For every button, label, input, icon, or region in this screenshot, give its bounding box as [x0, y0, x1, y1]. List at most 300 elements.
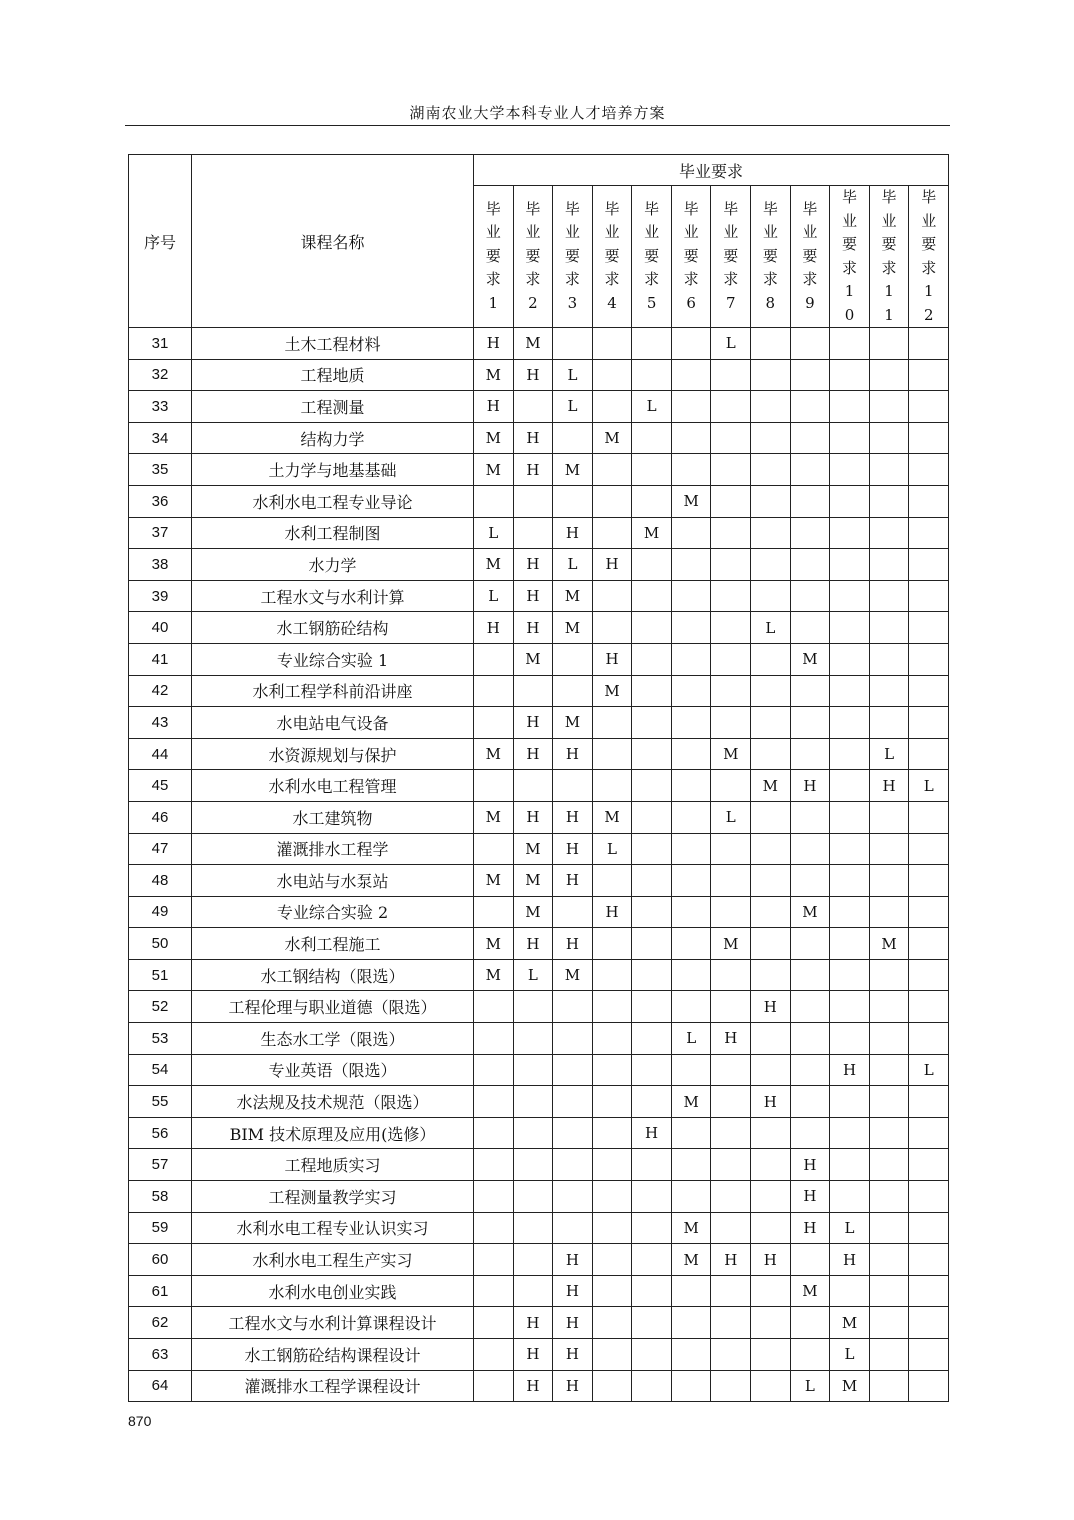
support-level-cell — [790, 422, 830, 454]
support-level-cell: H — [592, 643, 632, 675]
requirements-group-header: 毕业要求 — [474, 155, 949, 186]
course-name: 水资源规划与保护 — [192, 738, 474, 770]
course-name: 土木工程材料 — [192, 328, 474, 360]
support-level-cell — [869, 612, 909, 644]
support-level-cell — [474, 707, 514, 739]
support-level-cell: M — [513, 896, 553, 928]
support-level-cell — [790, 391, 830, 423]
row-index: 62 — [129, 1307, 192, 1339]
support-level-cell: L — [671, 1023, 711, 1055]
support-level-cell: H — [592, 549, 632, 581]
requirement-header-9 — [790, 186, 830, 328]
support-level-cell: H — [474, 391, 514, 423]
support-level-cell: M — [592, 801, 632, 833]
support-level-cell: L — [790, 1370, 830, 1402]
support-level-cell — [909, 1339, 949, 1371]
row-index: 38 — [129, 549, 192, 581]
support-level-cell — [671, 549, 711, 581]
support-level-cell — [632, 1054, 672, 1086]
support-level-cell: M — [790, 896, 830, 928]
support-level-cell — [553, 1023, 593, 1055]
support-level-cell — [751, 1370, 791, 1402]
table-row — [129, 391, 949, 423]
support-level-cell — [830, 1149, 870, 1181]
support-level-cell — [869, 454, 909, 486]
support-level-cell: H — [553, 1307, 593, 1339]
support-level-cell: H — [553, 865, 593, 897]
support-level-cell — [592, 359, 632, 391]
support-level-cell — [632, 643, 672, 675]
support-level-cell — [632, 485, 672, 517]
support-level-cell — [632, 454, 672, 486]
requirement-header-3 — [553, 186, 593, 328]
support-level-cell — [790, 328, 830, 360]
support-level-cell — [751, 422, 791, 454]
support-level-cell — [632, 549, 672, 581]
support-level-cell — [869, 1339, 909, 1371]
support-level-cell — [592, 1023, 632, 1055]
support-level-cell — [909, 454, 949, 486]
support-level-cell — [790, 359, 830, 391]
row-index: 58 — [129, 1181, 192, 1213]
support-level-cell — [671, 675, 711, 707]
support-level-cell — [671, 1149, 711, 1181]
support-level-cell — [751, 833, 791, 865]
support-level-cell — [869, 391, 909, 423]
course-name: 水工建筑物 — [192, 801, 474, 833]
support-level-cell: H — [790, 1149, 830, 1181]
support-level-cell — [830, 454, 870, 486]
row-index: 48 — [129, 865, 192, 897]
support-level-cell: H — [513, 580, 553, 612]
support-level-cell — [790, 959, 830, 991]
support-level-cell — [909, 1275, 949, 1307]
support-level-cell — [632, 1023, 672, 1055]
matrix-body — [129, 328, 949, 1402]
support-level-cell: H — [513, 359, 553, 391]
support-level-cell — [830, 865, 870, 897]
course-name: 专业英语（限选） — [192, 1054, 474, 1086]
support-level-cell: M — [474, 454, 514, 486]
support-level-cell: H — [474, 328, 514, 360]
support-level-cell — [671, 1181, 711, 1213]
course-name: 工程地质实习 — [192, 1149, 474, 1181]
course-name: 水电站电气设备 — [192, 707, 474, 739]
support-level-cell — [909, 991, 949, 1023]
support-level-cell — [671, 1117, 711, 1149]
support-level-cell — [671, 580, 711, 612]
support-level-cell — [474, 896, 514, 928]
support-level-cell — [869, 1181, 909, 1213]
support-level-cell — [909, 1307, 949, 1339]
support-level-cell — [592, 1086, 632, 1118]
course-name: 水法规及技术规范（限选） — [192, 1086, 474, 1118]
row-index: 42 — [129, 675, 192, 707]
support-level-cell: M — [553, 454, 593, 486]
table-row — [129, 1023, 949, 1055]
table-row — [129, 328, 949, 360]
support-level-cell — [513, 1054, 553, 1086]
support-level-cell — [474, 1339, 514, 1371]
row-index: 34 — [129, 422, 192, 454]
row-index: 43 — [129, 707, 192, 739]
support-level-cell: L — [632, 391, 672, 423]
row-index: 40 — [129, 612, 192, 644]
requirement-header-label: 毕业要求10 — [841, 188, 857, 324]
support-level-cell — [592, 1212, 632, 1244]
course-name: 水利水电工程生产实习 — [192, 1244, 474, 1276]
table-row — [129, 643, 949, 675]
support-level-cell — [751, 359, 791, 391]
support-level-cell — [632, 328, 672, 360]
row-index: 52 — [129, 991, 192, 1023]
support-level-cell — [751, 707, 791, 739]
support-level-cell — [830, 580, 870, 612]
support-level-cell — [711, 517, 751, 549]
support-level-cell: L — [474, 580, 514, 612]
support-level-cell — [474, 1181, 514, 1213]
support-level-cell — [790, 801, 830, 833]
support-level-cell — [790, 1054, 830, 1086]
requirement-header-label: 毕业要求9 — [802, 199, 818, 312]
requirement-header-8 — [751, 186, 791, 328]
support-level-cell — [553, 485, 593, 517]
requirement-header-2 — [513, 186, 553, 328]
table-row — [129, 359, 949, 391]
support-level-cell — [671, 612, 711, 644]
table-row — [129, 612, 949, 644]
support-level-cell: M — [474, 801, 514, 833]
row-index: 50 — [129, 928, 192, 960]
table-row — [129, 549, 949, 581]
row-index: 33 — [129, 391, 192, 423]
support-level-cell: H — [513, 801, 553, 833]
support-level-cell: H — [790, 770, 830, 802]
support-level-cell — [790, 991, 830, 1023]
support-level-cell: M — [711, 928, 751, 960]
support-level-cell — [671, 896, 711, 928]
support-level-cell — [711, 422, 751, 454]
support-level-cell — [790, 454, 830, 486]
support-level-cell — [474, 1086, 514, 1118]
support-level-cell — [869, 517, 909, 549]
support-level-cell: H — [869, 770, 909, 802]
support-level-cell — [869, 801, 909, 833]
support-level-cell — [790, 485, 830, 517]
row-index: 46 — [129, 801, 192, 833]
support-level-cell — [869, 959, 909, 991]
support-level-cell — [830, 801, 870, 833]
requirement-header-10 — [830, 186, 870, 328]
row-index: 45 — [129, 770, 192, 802]
course-name: 水利工程学科前沿讲座 — [192, 675, 474, 707]
support-level-cell — [711, 865, 751, 897]
support-level-cell — [909, 359, 949, 391]
support-level-cell — [711, 1181, 751, 1213]
support-level-cell: M — [513, 833, 553, 865]
support-level-cell — [592, 1339, 632, 1371]
support-level-cell — [869, 991, 909, 1023]
support-level-cell — [474, 485, 514, 517]
support-level-cell — [869, 1307, 909, 1339]
support-level-cell — [632, 707, 672, 739]
support-level-cell — [553, 1054, 593, 1086]
support-level-cell: H — [553, 1339, 593, 1371]
course-name: 工程地质 — [192, 359, 474, 391]
table-row — [129, 422, 949, 454]
course-name: 水工钢筋砼结构 — [192, 612, 474, 644]
support-level-cell — [830, 1275, 870, 1307]
support-level-cell — [830, 1023, 870, 1055]
requirement-header-label: 毕业要求8 — [762, 199, 778, 312]
support-level-cell — [909, 675, 949, 707]
support-level-cell — [632, 1181, 672, 1213]
support-level-cell — [909, 391, 949, 423]
support-level-cell — [632, 1244, 672, 1276]
support-level-cell — [869, 707, 909, 739]
table-row — [129, 801, 949, 833]
support-level-cell — [553, 675, 593, 707]
support-level-cell — [751, 1307, 791, 1339]
support-level-cell: H — [830, 1244, 870, 1276]
support-level-cell — [909, 580, 949, 612]
support-level-cell — [671, 359, 711, 391]
support-level-cell — [711, 359, 751, 391]
support-level-cell — [869, 359, 909, 391]
support-level-cell — [711, 1149, 751, 1181]
support-level-cell — [632, 865, 672, 897]
support-level-cell — [869, 1275, 909, 1307]
row-index: 59 — [129, 1212, 192, 1244]
support-level-cell — [909, 801, 949, 833]
support-level-cell — [869, 1212, 909, 1244]
support-level-cell: L — [909, 1054, 949, 1086]
support-level-cell — [553, 643, 593, 675]
support-level-cell — [632, 1212, 672, 1244]
support-level-cell: L — [711, 328, 751, 360]
support-level-cell — [592, 485, 632, 517]
support-level-cell: H — [513, 549, 553, 581]
support-level-cell — [632, 1339, 672, 1371]
support-level-cell — [632, 359, 672, 391]
course-name: 水利工程施工 — [192, 928, 474, 960]
support-level-cell — [592, 328, 632, 360]
support-level-cell — [909, 833, 949, 865]
support-level-cell — [790, 1339, 830, 1371]
course-name: 灌溉排水工程学课程设计 — [192, 1370, 474, 1402]
support-level-cell — [592, 865, 632, 897]
support-level-cell — [711, 454, 751, 486]
table-row — [129, 865, 949, 897]
support-level-cell — [711, 549, 751, 581]
support-level-cell — [790, 865, 830, 897]
support-level-cell — [592, 1307, 632, 1339]
table-row — [129, 1275, 949, 1307]
support-level-cell — [751, 1023, 791, 1055]
support-level-cell — [751, 959, 791, 991]
support-level-cell — [711, 580, 751, 612]
support-level-cell — [592, 770, 632, 802]
support-level-cell — [671, 738, 711, 770]
support-level-cell — [474, 1244, 514, 1276]
support-level-cell — [513, 1023, 553, 1055]
support-level-cell — [790, 580, 830, 612]
support-level-cell: M — [474, 359, 514, 391]
support-level-cell — [711, 1370, 751, 1402]
table-row — [129, 738, 949, 770]
support-level-cell: L — [711, 801, 751, 833]
support-level-cell: H — [513, 928, 553, 960]
support-level-cell: H — [790, 1181, 830, 1213]
support-level-cell: M — [592, 422, 632, 454]
support-level-cell — [671, 1307, 711, 1339]
support-level-cell — [474, 770, 514, 802]
support-level-cell — [592, 959, 632, 991]
support-level-cell — [711, 1212, 751, 1244]
support-level-cell — [632, 1370, 672, 1402]
requirement-header-6 — [671, 186, 711, 328]
course-name: 水工钢结构（限选） — [192, 959, 474, 991]
support-level-cell — [671, 770, 711, 802]
support-level-cell: M — [671, 485, 711, 517]
support-level-cell — [869, 1086, 909, 1118]
support-level-cell — [869, 328, 909, 360]
course-name: 水工钢筋砼结构课程设计 — [192, 1339, 474, 1371]
support-level-cell — [474, 1307, 514, 1339]
support-level-cell — [711, 770, 751, 802]
support-level-cell — [751, 1149, 791, 1181]
course-name: 工程测量 — [192, 391, 474, 423]
support-level-cell — [592, 391, 632, 423]
support-level-cell — [711, 612, 751, 644]
requirement-header-label: 毕业要求3 — [564, 199, 580, 312]
support-level-cell — [632, 801, 672, 833]
row-index: 63 — [129, 1339, 192, 1371]
support-level-cell — [869, 1023, 909, 1055]
support-level-cell — [513, 1149, 553, 1181]
support-level-cell — [869, 1244, 909, 1276]
support-level-cell — [869, 1117, 909, 1149]
requirement-header-11 — [869, 186, 909, 328]
support-level-cell — [671, 1339, 711, 1371]
course-name: 灌溉排水工程学 — [192, 833, 474, 865]
support-level-cell — [751, 391, 791, 423]
support-level-cell — [909, 422, 949, 454]
row-index: 60 — [129, 1244, 192, 1276]
support-level-cell — [751, 801, 791, 833]
support-level-cell — [592, 454, 632, 486]
support-level-cell — [671, 991, 711, 1023]
support-level-cell — [671, 959, 711, 991]
support-level-cell: M — [671, 1244, 711, 1276]
support-level-cell — [474, 1117, 514, 1149]
support-level-cell — [671, 707, 711, 739]
support-level-cell — [592, 1370, 632, 1402]
support-level-cell — [711, 1054, 751, 1086]
support-level-cell: H — [513, 612, 553, 644]
course-name: 专业综合实验 2 — [192, 896, 474, 928]
support-level-cell — [671, 1275, 711, 1307]
support-level-cell — [553, 991, 593, 1023]
course-name: 工程水文与水利计算课程设计 — [192, 1307, 474, 1339]
support-level-cell — [711, 1275, 751, 1307]
requirement-header-label: 毕业要求7 — [723, 199, 739, 312]
table-row — [129, 485, 949, 517]
support-level-cell — [671, 517, 711, 549]
support-level-cell — [751, 1339, 791, 1371]
support-level-cell — [711, 707, 751, 739]
requirement-header-label: 毕业要求12 — [921, 188, 937, 324]
support-level-cell: M — [751, 770, 791, 802]
support-level-cell: M — [711, 738, 751, 770]
support-level-cell — [830, 422, 870, 454]
support-level-cell — [790, 1117, 830, 1149]
course-name: 水利水电工程专业认识实习 — [192, 1212, 474, 1244]
support-level-cell — [909, 643, 949, 675]
support-level-cell — [592, 517, 632, 549]
support-level-cell: H — [513, 707, 553, 739]
support-level-cell — [513, 1275, 553, 1307]
table-row — [129, 991, 949, 1023]
table-row — [129, 770, 949, 802]
requirement-header-7 — [711, 186, 751, 328]
support-level-cell: H — [513, 1339, 553, 1371]
support-level-cell — [830, 517, 870, 549]
support-level-cell — [671, 391, 711, 423]
support-level-cell: M — [474, 738, 514, 770]
support-level-cell — [671, 1054, 711, 1086]
support-level-cell — [553, 1212, 593, 1244]
support-level-cell: H — [711, 1023, 751, 1055]
support-level-cell — [909, 485, 949, 517]
support-level-cell: H — [553, 801, 593, 833]
support-level-cell — [711, 991, 751, 1023]
support-level-cell: L — [830, 1212, 870, 1244]
support-level-cell — [751, 485, 791, 517]
row-index: 31 — [129, 328, 192, 360]
support-level-cell — [909, 612, 949, 644]
support-level-cell — [711, 1307, 751, 1339]
support-level-cell — [632, 422, 672, 454]
support-level-cell: H — [513, 738, 553, 770]
support-level-cell: H — [553, 1370, 593, 1402]
support-level-cell — [632, 770, 672, 802]
course-name: 工程水文与水利计算 — [192, 580, 474, 612]
row-index: 53 — [129, 1023, 192, 1055]
support-level-cell — [790, 517, 830, 549]
support-level-cell — [830, 833, 870, 865]
support-level-cell — [474, 1275, 514, 1307]
row-index: 41 — [129, 643, 192, 675]
support-level-cell — [592, 738, 632, 770]
support-level-cell: M — [474, 865, 514, 897]
support-level-cell — [513, 391, 553, 423]
requirement-header-4 — [592, 186, 632, 328]
support-level-cell — [909, 1244, 949, 1276]
support-level-cell — [474, 1212, 514, 1244]
requirement-header-12 — [909, 186, 949, 328]
support-level-cell: L — [553, 549, 593, 581]
support-level-cell: H — [553, 738, 593, 770]
support-level-cell — [869, 675, 909, 707]
requirement-header-label: 毕业要求2 — [525, 199, 541, 312]
table-row — [129, 1307, 949, 1339]
course-name: 水利水电创业实践 — [192, 1275, 474, 1307]
requirement-header-label: 毕业要求6 — [683, 199, 699, 312]
row-index: 35 — [129, 454, 192, 486]
support-level-cell: M — [830, 1307, 870, 1339]
table-row — [129, 454, 949, 486]
